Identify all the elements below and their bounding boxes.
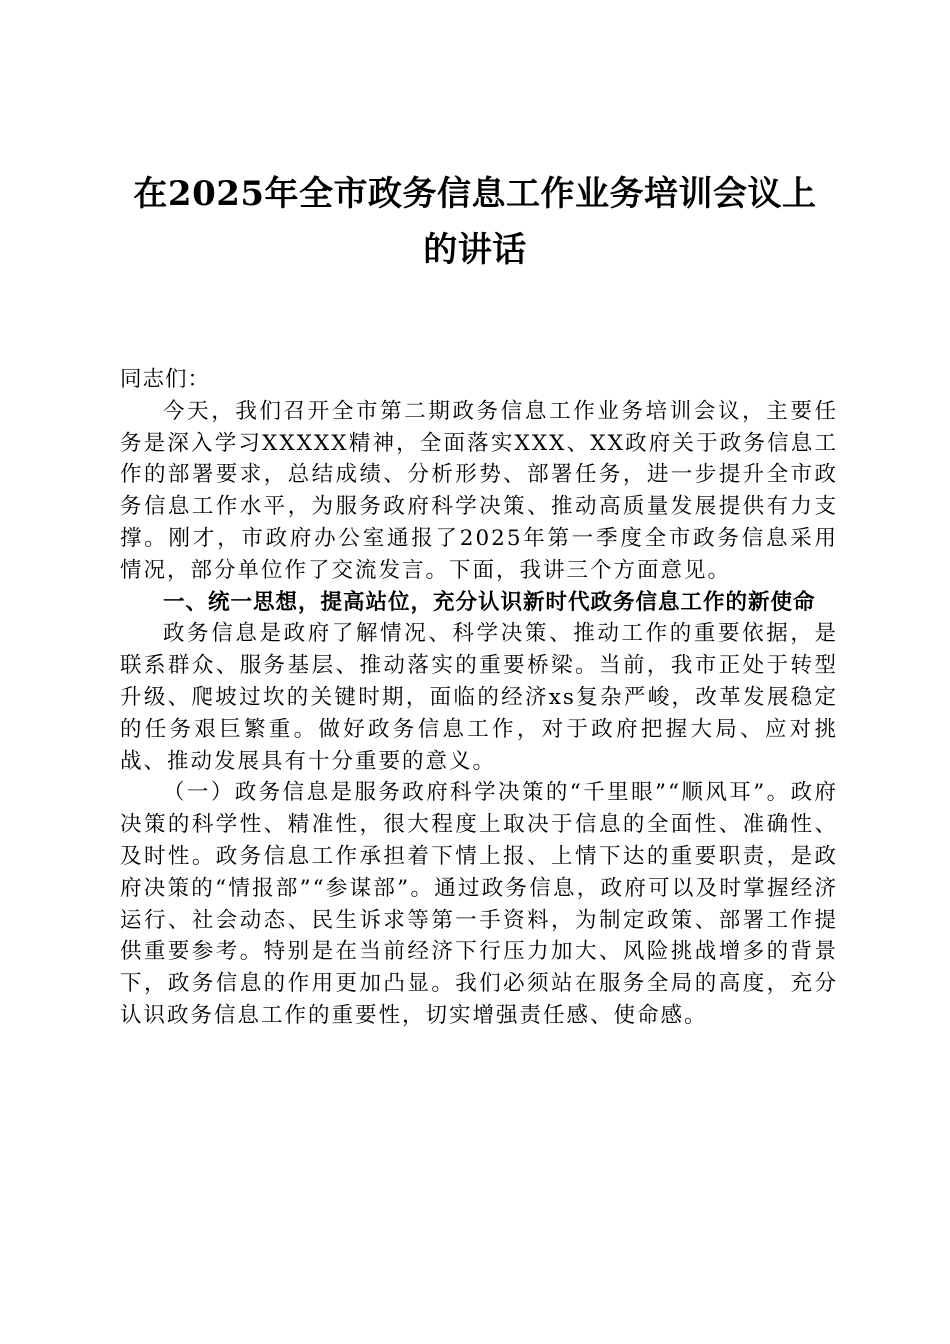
greeting: 同志们： <box>120 367 211 392</box>
title-line-1: 在2025年全市政务信息工作业务培训会议上 <box>133 174 817 214</box>
document-title <box>110 166 840 278</box>
paragraph-subsection-1: （一）政务信息是服务政府科学决策的“千里眼”“顺风耳”。政府决策的科学性、精准性，很大程度上取决于信息的全面性、准确性、及时性。政务信息工作承担着下情上报、上情下达的重要职责，是政府决策的“情报部”“参谋部”。通过政务信息，政府可以及时掌握经济运行、社会动态、民生诉求等第一手资料，为制定政策、部署工作提供重要参考。特别是在当前经济下行压力加大、风险挑战增多的背景下，政务信息的作用更加凸显。我们必须站在服务全局的高度，充分认识政务信息工作的重要性，切实增强责任感、使命感。 <box>120 780 838 1028</box>
document-body <box>120 364 838 1032</box>
section-heading-1: 一、统一思想，提高站位，充分认识新时代政务信息工作的新使命 <box>163 589 816 615</box>
paragraph-intro: 今天，我们召开全市第二期政务信息工作业务培训会议，主要任务是深入学习XXXXX精神，全面落实XXX、XX政府关于政务信息工作的部署要求，总结成绩、分析形势、部署任务，进一步提升全市政务信息工作水平，为服务政府科学决策、推动高质量发展提供有力支撑。刚才，市政府办公室通报了2025年第一季度全市政务信息采用情况，部分单位作了交流发言。下面，我讲三个方面意见。 <box>120 398 838 583</box>
paragraph-section-1: 政务信息是政府了解情况、科学决策、推动工作的重要依据，是联系群众、服务基层、推动落实的重要桥梁。当前，我市正处于转型升级、爬坡过坎的关键时期，面临的经济xs复杂严峻，改革发展稳定的任务艰巨繁重。做好政务信息工作，对于政府把握大局、应对挑战、推动发展具有十分重要的意义。 <box>120 621 838 774</box>
title-line-2: 的讲话 <box>423 230 527 270</box>
